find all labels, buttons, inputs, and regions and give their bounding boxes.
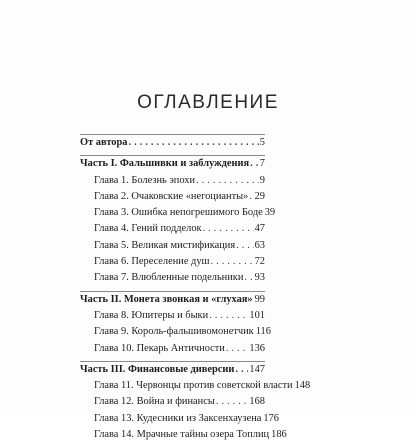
toc-chapter-title: Глава 14. Мрачные тайны озера Топлиц — [94, 429, 270, 441]
leader-dots — [250, 156, 259, 172]
toc-chapter-page: 168 — [249, 396, 265, 408]
toc-chapter-page: 29 — [254, 190, 265, 202]
toc-chapter-title: Глава 2. Очаковские «негоцианты» — [94, 190, 249, 202]
leader-dots — [216, 394, 249, 410]
toc-chapter-page: 9 — [259, 174, 265, 186]
toc-chapter — [80, 308, 265, 324]
toc-entry-page: 5 — [259, 137, 265, 148]
leader-dots — [244, 270, 253, 286]
toc-part-title: Часть III. Финансовые диверсии — [80, 363, 235, 375]
toc-chapter-page: 101 — [249, 309, 265, 321]
toc-part-title: Часть II. Монета звонкая и «глухая» — [80, 293, 253, 305]
leader-dots — [203, 221, 254, 237]
toc-entry-author — [80, 135, 265, 151]
toc-chapter-title: Глава 6. Переселение душ — [94, 256, 210, 268]
table-of-contents — [80, 134, 311, 443]
toc-chapter — [80, 254, 265, 270]
toc-chapter-title: Глава 9. Король-фальшивомонетчик — [94, 326, 254, 338]
toc-chapter-page: 39 — [264, 207, 276, 219]
toc-part — [80, 362, 265, 378]
toc-part-page: 147 — [249, 363, 265, 375]
toc-chapter — [80, 324, 271, 340]
toc-chapter — [80, 270, 265, 286]
leader-dots — [209, 308, 248, 324]
toc-chapter-title: Глава 12. Война и финансы — [94, 396, 215, 408]
toc-chapter-title: Глава 5. Великая мистификация — [94, 239, 236, 251]
toc-part-page: 7 — [259, 158, 265, 170]
toc-chapter-page: 186 — [271, 429, 287, 441]
toc-chapter-page: 72 — [254, 256, 265, 268]
toc-part-page: 99 — [254, 293, 265, 305]
leader-dots — [226, 341, 249, 357]
toc-chapter — [80, 205, 276, 221]
toc-chapter — [80, 378, 311, 394]
leader-dots — [235, 362, 248, 378]
toc-chapter-title: Глава 4. Гений подделок — [94, 223, 202, 235]
toc-chapter-title: Глава 10. Пекарь Античности — [94, 342, 225, 354]
toc-chapter-page: 136 — [249, 342, 265, 354]
toc-part — [80, 292, 265, 308]
toc-chapter-page: 93 — [254, 272, 265, 284]
toc-chapter — [80, 173, 265, 189]
leader-dots — [236, 238, 254, 254]
leader-dots — [196, 173, 259, 189]
toc-chapter-title: Глава 8. Юпитеры и быки — [94, 309, 209, 321]
page-title: ОГЛАВЛЕНИЕ — [137, 92, 279, 113]
leader-dots — [211, 254, 254, 270]
toc-chapter — [80, 189, 265, 205]
toc-part-title: Часть I. Фальшивки и заблуждения — [80, 158, 250, 170]
leader-dots — [249, 189, 253, 205]
toc-chapter-title: Глава 1. Болезнь эпохи — [94, 174, 196, 186]
toc-chapter-page: 148 — [294, 380, 311, 392]
toc-entry-title: От автора — [80, 137, 128, 148]
toc-chapter — [80, 427, 287, 443]
toc-chapter-title: Глава 7. Влюбленные подельники — [94, 272, 244, 284]
toc-part — [80, 156, 265, 172]
toc-chapter — [80, 238, 265, 254]
toc-chapter — [80, 411, 279, 427]
toc-chapter-page: 116 — [255, 326, 271, 338]
toc-chapter-page: 63 — [254, 239, 265, 251]
toc-chapter-page: 176 — [263, 412, 279, 424]
leader-dots — [128, 135, 258, 151]
toc-chapter-title: Глава 11. Червонцы против советской власти — [94, 380, 293, 392]
toc-chapter — [80, 341, 265, 357]
toc-chapter-title: Глава 13. Кудесники из Заксенхаузена — [94, 412, 262, 424]
toc-chapter — [80, 394, 265, 410]
toc-chapter — [80, 221, 265, 237]
toc-chapter-title: Глава 3. Ошибка непогрешимого Боде — [94, 207, 263, 219]
toc-chapter-page: 47 — [254, 223, 265, 235]
